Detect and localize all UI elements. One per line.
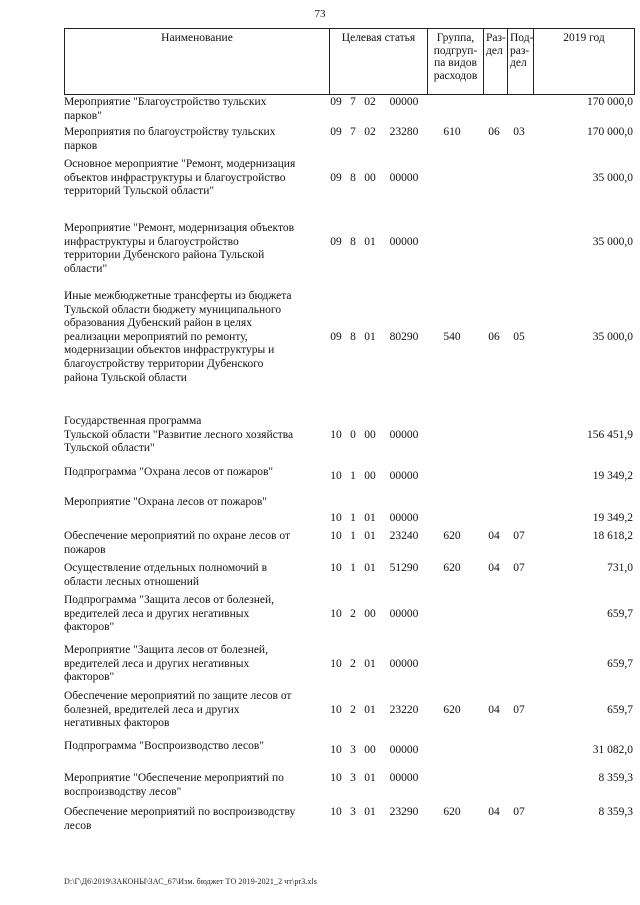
table-row (64, 740, 635, 754)
table-row (64, 222, 635, 276)
row-name: Осуществление отдельных полномочий в области лесных отношений (64, 562, 268, 588)
row-name: Подпрограмма "Охрана лесов от пожаров" (64, 466, 274, 478)
code-event: 01 (364, 657, 376, 670)
row-name: Обеспечение мероприятий по воспроизводству лесов (64, 806, 296, 832)
code-event: 01 (364, 703, 376, 716)
code-event: 00 (364, 744, 376, 756)
code-subprogram: 3 (350, 744, 356, 756)
header-subsection: Под- раз- дел (507, 29, 533, 94)
code-event: 01 (364, 511, 376, 524)
code-program: 10 (330, 744, 342, 756)
row-name: Мероприятие "Защита лесов от болезней, вредителей леса и других негативных факторов" (64, 644, 268, 684)
subsection-code: 03 (513, 126, 525, 138)
header-target: Целевая статья (329, 29, 427, 94)
table-row (64, 562, 635, 589)
code-direction: 00000 (389, 772, 419, 784)
table-row (64, 415, 635, 456)
amount-2019: 8 359,3 (598, 806, 633, 818)
code-program: 10 (330, 470, 342, 482)
code-subprogram: 1 (350, 511, 356, 524)
subsection-code: 07 (513, 806, 525, 818)
table-row (64, 772, 635, 799)
code-event: 00 (364, 171, 376, 184)
section-code: 04 (488, 806, 500, 818)
table-row (64, 690, 635, 731)
code-event: 00 (364, 470, 376, 482)
code-program: 09 (330, 235, 342, 248)
code-subprogram: 8 (350, 171, 356, 184)
code-program: 09 (330, 126, 342, 138)
code-subprogram: 2 (350, 703, 356, 716)
amount-2019: 19 349,2 (592, 511, 633, 524)
code-program: 10 (330, 806, 342, 818)
code-program: 09 (330, 330, 342, 343)
code-event: 01 (364, 772, 376, 784)
table-row (64, 158, 635, 199)
code-event: 02 (364, 126, 376, 138)
code-subprogram: 3 (350, 806, 356, 818)
code-direction: 00000 (389, 428, 419, 441)
row-name: Обеспечение мероприятий по защите лесов от болезней, вредителей леса и других негативных факторов (64, 690, 292, 730)
section-code: 06 (488, 330, 500, 343)
row-name: Основное мероприятие "Ремонт, модернизация объектов инфраструктуры и благоустройство территорий Тульской области" (64, 158, 296, 198)
code-program: 10 (330, 657, 342, 670)
group-code: 610 (443, 126, 461, 138)
table-row (64, 644, 635, 685)
amount-2019: 35 000,0 (592, 235, 633, 248)
code-direction: 00000 (389, 607, 419, 620)
subsection-code: 07 (513, 562, 525, 574)
code-subprogram: 7 (350, 126, 356, 138)
header-section: Раз- дел (483, 29, 507, 94)
subsection-code: 07 (513, 530, 525, 542)
section-code: 04 (488, 562, 500, 574)
table-row (64, 96, 635, 123)
code-program: 10 (330, 562, 342, 574)
amount-2019: 170 000,0 (587, 126, 633, 138)
code-direction: 23290 (389, 806, 419, 818)
section-code: 04 (488, 703, 500, 716)
code-program: 10 (330, 530, 342, 542)
code-subprogram: 8 (350, 330, 356, 343)
code-program: 10 (330, 703, 342, 716)
code-subprogram: 8 (350, 235, 356, 248)
row-name: Подпрограмма "Защита лесов от болезней, вредителей леса и других негативных факторов" (64, 594, 275, 634)
file-path-footer: D:\Г\Д6\2019\ЗАКОНЫ\ЗАС_67\Изм. бюджет ТО 2019-2021_2 чт\pr3.xls (64, 877, 318, 886)
subsection-code: 05 (513, 330, 525, 343)
table-row (64, 806, 635, 833)
amount-2019: 31 082,0 (592, 744, 633, 756)
code-event: 01 (364, 806, 376, 818)
row-name: Государственная программа Тульской области "Развитие лесного хозяйства Тульской области" (64, 415, 294, 455)
code-direction: 00000 (389, 657, 419, 670)
code-event: 00 (364, 428, 376, 441)
row-name: Мероприятие "Обеспечение мероприятий по воспроизводству лесов" (64, 772, 284, 798)
code-program: 09 (330, 96, 342, 108)
amount-2019: 35 000,0 (592, 171, 633, 184)
code-direction: 80290 (389, 330, 419, 343)
code-event: 01 (364, 235, 376, 248)
code-subprogram: 2 (350, 657, 356, 670)
table-row (64, 466, 635, 480)
table-row (64, 496, 635, 524)
code-program: 10 (330, 511, 342, 524)
table-row (64, 290, 635, 385)
group-code: 540 (443, 330, 461, 343)
code-event: 01 (364, 562, 376, 574)
code-program: 10 (330, 772, 342, 784)
row-name: Мероприятия по благоустройству тульских парков (64, 126, 276, 152)
code-subprogram: 1 (350, 562, 356, 574)
group-code: 620 (443, 703, 461, 716)
code-subprogram: 2 (350, 607, 356, 620)
code-direction: 00000 (389, 470, 419, 482)
group-code: 620 (443, 806, 461, 818)
amount-2019: 18 618,2 (592, 530, 633, 542)
amount-2019: 731,0 (607, 562, 633, 574)
row-name: Иные межбюджетные трансферты из бюджета Тульской области бюджету муниципального образования Дубенский район в целях реализации мероприятий по ремонту, модернизации объектов инфраструктуры и благоустройству территории Дубенского района Тульской области (64, 290, 292, 384)
code-direction: 00000 (389, 96, 419, 108)
amount-2019: 8 359,3 (598, 772, 633, 784)
code-event: 01 (364, 330, 376, 343)
group-code: 620 (443, 562, 461, 574)
code-subprogram: 1 (350, 470, 356, 482)
row-name: Мероприятие "Благоустройство тульских парков" (64, 96, 267, 122)
table-row (64, 594, 635, 635)
code-event: 01 (364, 530, 376, 542)
header-name: Наименование (161, 32, 233, 44)
section-code: 04 (488, 530, 500, 542)
row-name: Мероприятие "Ремонт, модернизация объектов инфраструктуры и благоустройство территории Дубенского района Тульской области" (64, 222, 295, 275)
amount-2019: 659,7 (607, 657, 633, 670)
section-code: 06 (488, 126, 500, 138)
table-row (64, 126, 635, 153)
code-event: 00 (364, 607, 376, 620)
code-direction: 23240 (389, 530, 419, 542)
header-group: Группа, подгруп- па видов расходов (427, 29, 483, 94)
code-direction: 23280 (389, 126, 419, 138)
code-subprogram: 0 (350, 428, 356, 441)
code-program: 10 (330, 607, 342, 620)
page-number: 73 (314, 8, 326, 20)
code-subprogram: 7 (350, 96, 356, 108)
table-row (64, 530, 635, 557)
code-direction: 51290 (389, 562, 419, 574)
amount-2019: 35 000,0 (592, 330, 633, 343)
group-code: 620 (443, 530, 461, 542)
code-program: 09 (330, 171, 342, 184)
row-name: Обеспечение мероприятий по охране лесов от пожаров (64, 530, 290, 556)
code-direction: 00000 (389, 235, 419, 248)
code-direction: 23220 (389, 703, 419, 716)
amount-2019: 170 000,0 (587, 96, 633, 108)
amount-2019: 659,7 (607, 607, 633, 620)
header-year: 2019 год (533, 29, 634, 94)
amount-2019: 19 349,2 (592, 470, 633, 482)
code-direction: 00000 (389, 744, 419, 756)
code-direction: 00000 (389, 171, 419, 184)
row-name: Подпрограмма "Воспроизводство лесов" (64, 740, 264, 752)
code-program: 10 (330, 428, 342, 441)
subsection-code: 07 (513, 703, 525, 716)
amount-2019: 659,7 (607, 703, 633, 716)
code-event: 02 (364, 96, 376, 108)
code-subprogram: 1 (350, 530, 356, 542)
row-name: Мероприятие "Охрана лесов от пожаров" (64, 496, 268, 508)
amount-2019: 156 451,9 (587, 428, 633, 441)
code-subprogram: 3 (350, 772, 356, 784)
table-header (64, 28, 635, 95)
code-direction: 00000 (389, 511, 419, 524)
